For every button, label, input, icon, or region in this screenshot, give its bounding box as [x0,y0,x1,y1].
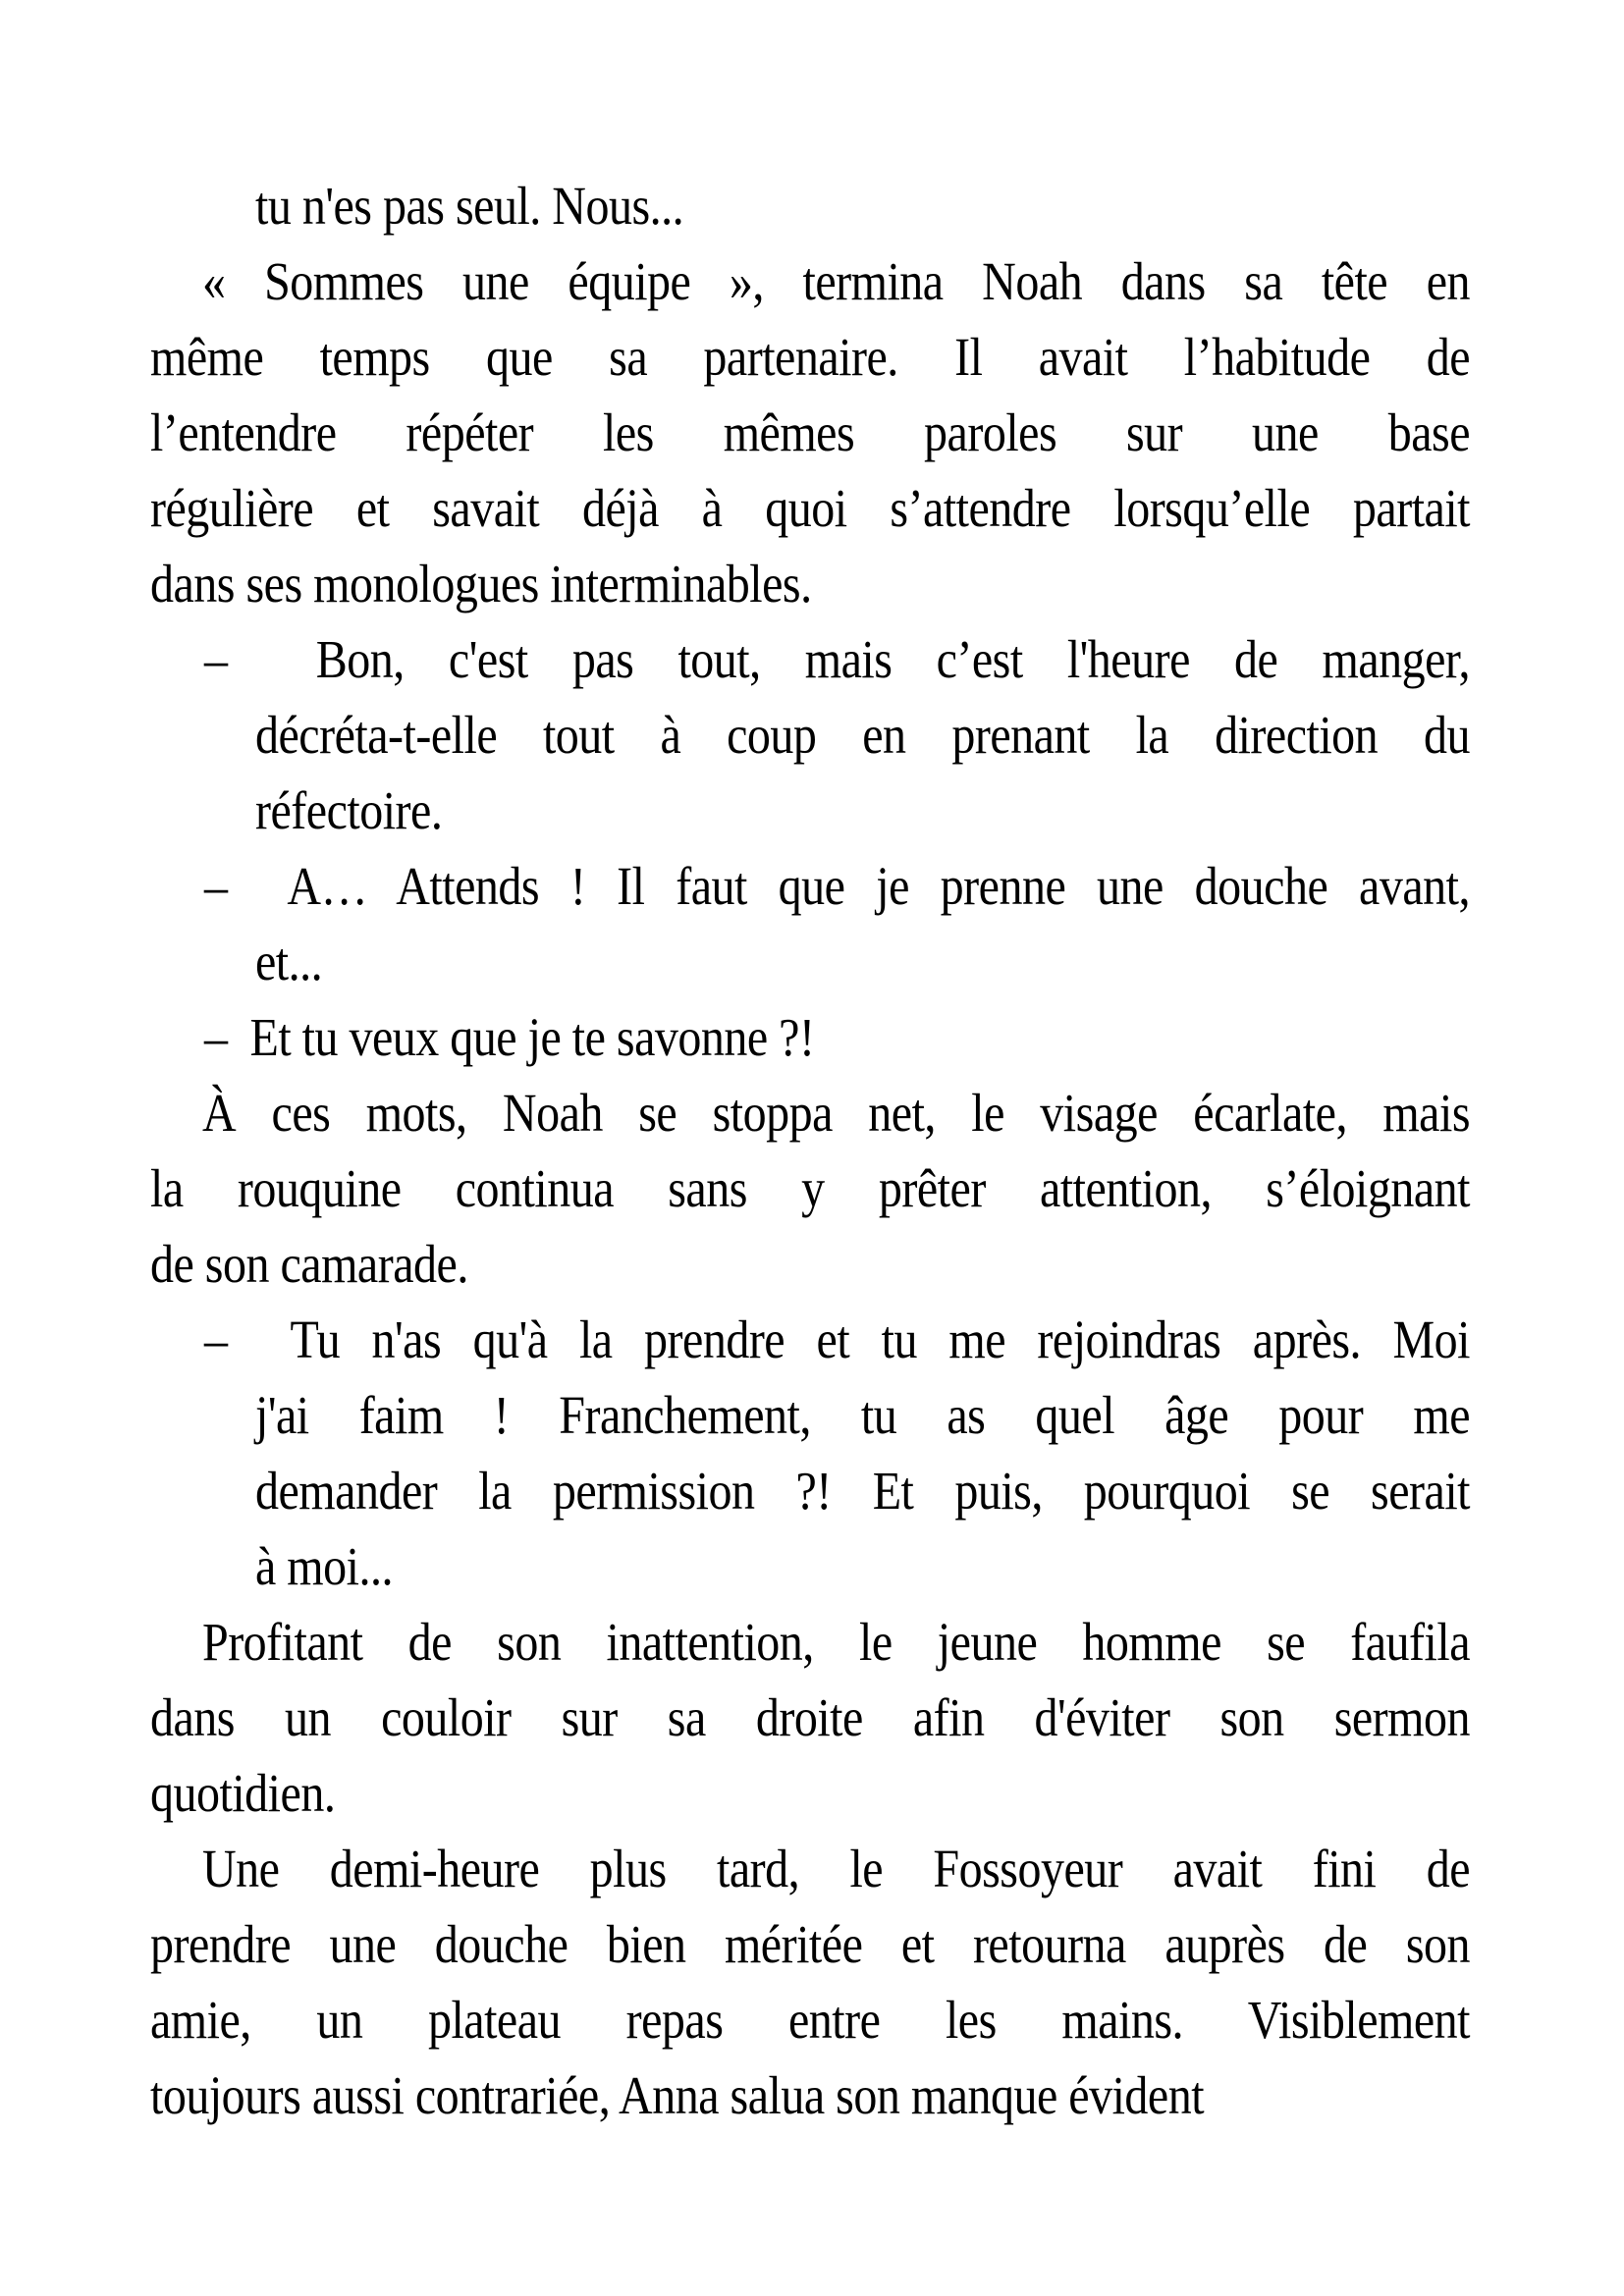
text-line: amie, un plateau repas entre les mains. Visiblement [150,1990,1470,2051]
text-line: dans ses monologues interminables. [150,554,812,614]
text-line: j'ai faim ! Franchement, tu as quel âge pour me [255,1385,1470,1446]
text-line: demander la permission ?! Et puis, pourquoi se serait [255,1461,1470,1522]
text-line: dans un couloir sur sa droite afin d'éviter son sermon [150,1687,1470,1748]
text-line: – Et tu veux que je te savonne ?! [204,1007,815,1068]
text-line: toujours aussi contrariée, Anna salua son manque évident [150,2065,1205,2126]
text-line: – Tu n'as qu'à la prendre et tu me rejoindras après. Moi [204,1309,1470,1370]
text-line: de son camarade. [150,1234,468,1295]
text-line: à moi... [255,1536,393,1597]
page-text [150,163,1470,2128]
text-line: et... [255,932,323,992]
text-line: même temps que sa partenaire. Il avait l’habitude de [150,327,1470,388]
text-line: – A… Attends ! Il faut que je prenne une douche avant, [204,856,1470,917]
text-line: Une demi-heure plus tard, le Fossoyeur avait fini de [202,1839,1470,1899]
text-line: « Sommes une équipe », termina Noah dans sa tête en [202,251,1470,312]
text-line: Profitant de son inattention, le jeune homme se faufila [202,1612,1470,1673]
text-line: réfectoire. [255,780,443,841]
text-line: – Bon, c'est pas tout, mais c’est l'heure de manger, [204,629,1470,690]
text-line: prendre une douche bien méritée et retourna auprès de son [150,1914,1470,1975]
text-line: À ces mots, Noah se stoppa net, le visage écarlate, mais [202,1083,1470,1144]
text-line: tu n'es pas seul. Nous... [255,176,684,237]
text-line: décréta-t-elle tout à coup en prenant la direction du [255,705,1470,766]
text-line: la rouquine continua sans y prêter attention, s’éloignant [150,1158,1470,1219]
text-line: quotidien. [150,1763,336,1824]
text-line: l’entendre répéter les mêmes paroles sur une base [150,402,1470,463]
text-line: régulière et savait déjà à quoi s’attendre lorsqu’elle partait [150,478,1470,539]
